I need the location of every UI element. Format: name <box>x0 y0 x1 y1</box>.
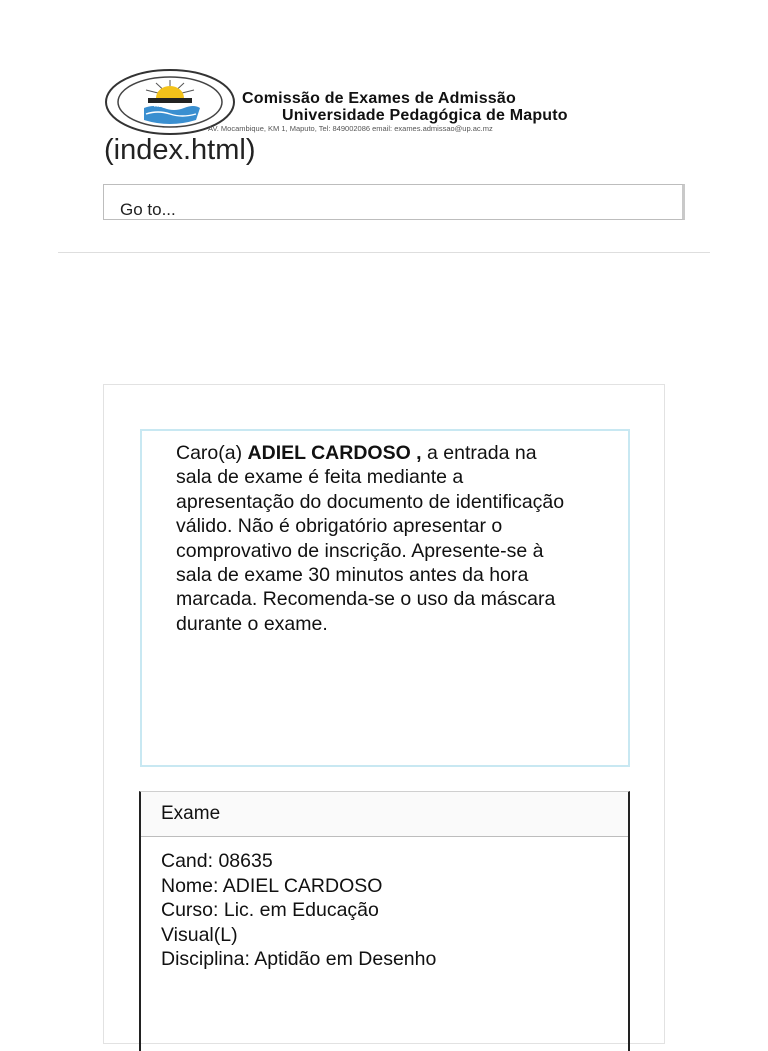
exam-line: Disciplina: Aptidão em Desenho <box>161 948 437 971</box>
header-divider <box>58 252 710 253</box>
candidate-name: ADIEL CARDOSO , <box>247 442 422 464</box>
exam-panel <box>139 791 630 1051</box>
notice-text <box>176 441 576 636</box>
notice-greeting: Caro(a) <box>176 442 243 464</box>
content-card <box>103 384 665 1044</box>
banner-address: AV. Mocambique, KM 1, Maputo, Tel: 849002086 email: exames.admissao@up.ac.mz <box>208 124 493 133</box>
exam-panel-header <box>141 792 628 837</box>
exam-line: Curso: Lic. em Educação <box>161 899 379 922</box>
goto-menu[interactable] <box>103 184 685 220</box>
home-link[interactable]: (index.html) <box>104 134 256 166</box>
exam-line: Nome: ADIEL CARDOSO <box>161 874 383 897</box>
exam-panel-title: Exame <box>161 803 221 824</box>
goto-label: Go to... <box>120 200 176 219</box>
notice-message: a entrada na sala de exame é feita mediante a apresentação do documento de identificação válido. Não é obrigatório apresentar o comprovativo de inscrição. Apresente-se à sala de exame 30 minutos antes da hora marcada. Recomenda-se o uso da máscara durante o exame. <box>176 442 565 635</box>
exam-line: Visual(L) <box>161 923 238 946</box>
banner-title: Comissão de Exames de Admissão <box>242 90 516 107</box>
banner-subtitle: Universidade Pedagógica de Maputo <box>282 107 568 124</box>
header-banner <box>100 66 670 138</box>
exam-panel-body <box>141 837 628 972</box>
seal-caption: MOÇAMBIQUE <box>154 102 186 108</box>
exam-line: Cand: 08635 <box>161 850 273 872</box>
notice-box <box>140 429 630 767</box>
